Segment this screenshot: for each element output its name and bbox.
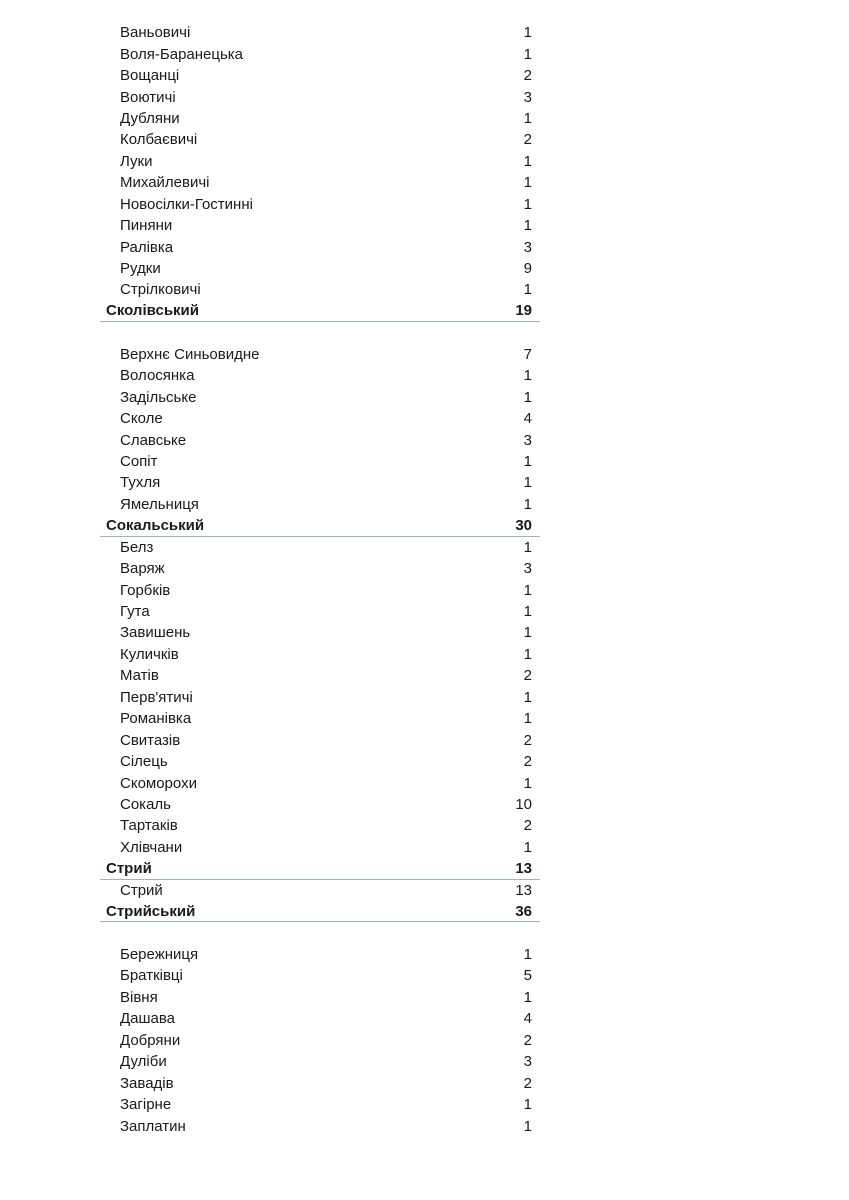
settlement-count: 3 — [523, 431, 532, 449]
settlement-row — [100, 815, 540, 836]
settlement-count: 3 — [523, 1053, 532, 1071]
settlement-name: Сколе — [120, 410, 163, 428]
settlement-count: 4 — [523, 410, 532, 428]
settlement-name: Михайлевичі — [120, 174, 210, 192]
settlement-count: 1 — [523, 774, 532, 792]
settlement-row — [100, 279, 540, 300]
settlement-count: 1 — [523, 581, 532, 599]
spacer-row — [100, 322, 540, 343]
settlement-row — [100, 751, 540, 772]
settlement-count: 7 — [523, 345, 532, 363]
district-name: Стрий — [106, 859, 152, 877]
settlement-count: 1 — [523, 1096, 532, 1114]
settlement-name: Пиняни — [120, 217, 173, 235]
settlement-row — [100, 558, 540, 579]
settlement-name: Верхнє Синьовидне — [120, 345, 260, 363]
settlement-count: 1 — [523, 603, 532, 621]
district-total: 19 — [515, 302, 532, 320]
settlement-row — [100, 579, 540, 600]
settlement-row — [100, 151, 540, 172]
settlement-name: Стрілковичі — [120, 281, 201, 299]
settlement-row — [100, 65, 540, 86]
settlement-row — [100, 108, 540, 129]
settlement-name: Бережниця — [120, 946, 199, 964]
settlement-count: 1 — [523, 624, 532, 642]
settlement-count: 2 — [523, 667, 532, 685]
settlement-count: 1 — [523, 109, 532, 127]
settlement-row — [100, 1072, 540, 1093]
settlement-count: 5 — [523, 967, 532, 985]
settlement-name: Дубляни — [120, 109, 180, 127]
settlement-name: Тухля — [120, 474, 161, 492]
settlement-name: Свитазів — [120, 731, 181, 749]
settlement-row — [100, 429, 540, 450]
district-name: Сколівський — [106, 302, 199, 320]
settlement-name: Варяж — [120, 560, 165, 578]
settlement-row — [100, 987, 540, 1008]
district-header-row — [100, 858, 540, 879]
settlement-count: 4 — [523, 1010, 532, 1028]
settlement-count: 1 — [523, 217, 532, 235]
settlement-name: Дашава — [120, 1010, 176, 1028]
district-total: 30 — [515, 516, 532, 534]
settlement-row — [100, 236, 540, 257]
district-name: Стрийський — [106, 902, 196, 920]
district-total: 36 — [515, 902, 532, 920]
settlement-name: Воля-Баранецька — [120, 45, 244, 63]
settlement-row — [100, 665, 540, 686]
district-total: 13 — [515, 859, 532, 877]
settlement-count: 1 — [523, 688, 532, 706]
settlement-count: 2 — [523, 817, 532, 835]
settlement-row — [100, 965, 540, 986]
settlement-name: Новосілки-Гостинні — [120, 195, 253, 213]
settlement-name: Скоморохи — [120, 774, 197, 792]
district-name: Сокальський — [106, 516, 205, 534]
settlement-name: Дуліби — [120, 1053, 167, 1071]
settlement-count: 2 — [523, 1074, 532, 1092]
settlement-count: 2 — [523, 131, 532, 149]
settlement-name: Воютичі — [120, 88, 176, 106]
settlement-row — [100, 215, 540, 236]
settlement-name: Добряни — [120, 1031, 181, 1049]
settlement-row — [100, 687, 540, 708]
settlement-count: 1 — [523, 645, 532, 663]
settlement-count: 1 — [523, 174, 532, 192]
settlement-row — [100, 601, 540, 622]
settlement-name: Сопіт — [120, 452, 158, 470]
settlement-name: Колбаєвичі — [120, 131, 198, 149]
settlement-count: 1 — [523, 474, 532, 492]
settlement-name: Вівня — [120, 988, 158, 1006]
settlement-row — [100, 258, 540, 279]
settlement-count: 1 — [523, 838, 532, 856]
settlement-name: Задільське — [120, 388, 197, 406]
district-header-row — [100, 301, 540, 322]
settlement-row — [100, 537, 540, 558]
settlement-name: Ваньовичі — [120, 24, 191, 42]
district-header-row — [100, 901, 540, 922]
settlement-count: 2 — [523, 67, 532, 85]
settlement-count: 1 — [523, 24, 532, 42]
settlement-row — [100, 1008, 540, 1029]
settlement-count: 13 — [515, 881, 532, 899]
settlement-count: 10 — [515, 795, 532, 813]
settlement-count: 2 — [523, 731, 532, 749]
settlement-name: Тартаків — [120, 817, 178, 835]
settlement-name: Завишень — [120, 624, 191, 642]
settlement-name: Стрий — [120, 881, 163, 899]
settlement-row — [100, 1030, 540, 1051]
district-header-row — [100, 515, 540, 536]
settlement-row — [100, 194, 540, 215]
settlement-row — [100, 43, 540, 64]
settlement-count: 2 — [523, 1031, 532, 1049]
settlement-name: Романівка — [120, 710, 192, 728]
settlement-count: 1 — [523, 710, 532, 728]
settlement-row — [100, 708, 540, 729]
settlement-name: Луки — [120, 152, 153, 170]
settlement-count: 1 — [523, 281, 532, 299]
settlement-name: Заплатин — [120, 1117, 186, 1135]
settlement-row — [100, 944, 540, 965]
settlement-count: 1 — [523, 195, 532, 213]
settlement-name: Белз — [120, 538, 154, 556]
settlement-row — [100, 644, 540, 665]
settlement-row — [100, 837, 540, 858]
settlement-name: Братківці — [120, 967, 183, 985]
settlement-count: 1 — [523, 988, 532, 1006]
settlement-name: Ямельниця — [120, 495, 199, 513]
settlement-name: Гута — [120, 603, 150, 621]
settlement-row — [100, 1051, 540, 1072]
spacer-row — [100, 922, 540, 943]
settlement-row — [100, 365, 540, 386]
settlement-name: Славське — [120, 431, 187, 449]
settlement-row — [100, 622, 540, 643]
settlement-row — [100, 408, 540, 429]
settlement-row — [100, 344, 540, 365]
settlement-row — [100, 129, 540, 150]
settlement-row — [100, 772, 540, 793]
settlement-name: Ралівка — [120, 238, 174, 256]
settlement-count: 1 — [523, 538, 532, 556]
settlement-count: 1 — [523, 495, 532, 513]
settlement-name: Сілець — [120, 753, 168, 771]
settlement-count: 3 — [523, 238, 532, 256]
settlement-name: Рудки — [120, 260, 161, 278]
settlement-row — [100, 22, 540, 43]
settlement-name: Вощанці — [120, 67, 180, 85]
settlement-row — [100, 880, 540, 901]
settlement-name: Сокаль — [120, 795, 171, 813]
settlement-count: 1 — [523, 367, 532, 385]
settlement-count: 1 — [523, 152, 532, 170]
settlement-row — [100, 1115, 540, 1136]
settlement-name: Горбків — [120, 581, 171, 599]
settlement-name: Хлівчани — [120, 838, 183, 856]
settlement-row — [100, 172, 540, 193]
settlement-count: 1 — [523, 1117, 532, 1135]
settlement-row — [100, 86, 540, 107]
settlement-count: 2 — [523, 753, 532, 771]
settlement-row — [100, 1094, 540, 1115]
settlement-name: Матів — [120, 667, 159, 685]
settlement-count: 3 — [523, 88, 532, 106]
settlement-count: 1 — [523, 946, 532, 964]
settlement-count-table — [100, 22, 540, 1137]
settlement-row — [100, 386, 540, 407]
settlement-count: 1 — [523, 388, 532, 406]
settlement-name: Волосянка — [120, 367, 195, 385]
settlement-count: 9 — [523, 260, 532, 278]
settlement-row — [100, 472, 540, 493]
settlement-row — [100, 794, 540, 815]
settlement-count: 3 — [523, 560, 532, 578]
settlement-name: Куличків — [120, 645, 179, 663]
settlement-count: 1 — [523, 45, 532, 63]
settlement-row — [100, 451, 540, 472]
settlement-name: Перв'ятичі — [120, 688, 193, 706]
settlement-row — [100, 729, 540, 750]
settlement-row — [100, 494, 540, 515]
settlement-count: 1 — [523, 452, 532, 470]
settlement-name: Завадів — [120, 1074, 174, 1092]
settlement-name: Загірне — [120, 1096, 172, 1114]
